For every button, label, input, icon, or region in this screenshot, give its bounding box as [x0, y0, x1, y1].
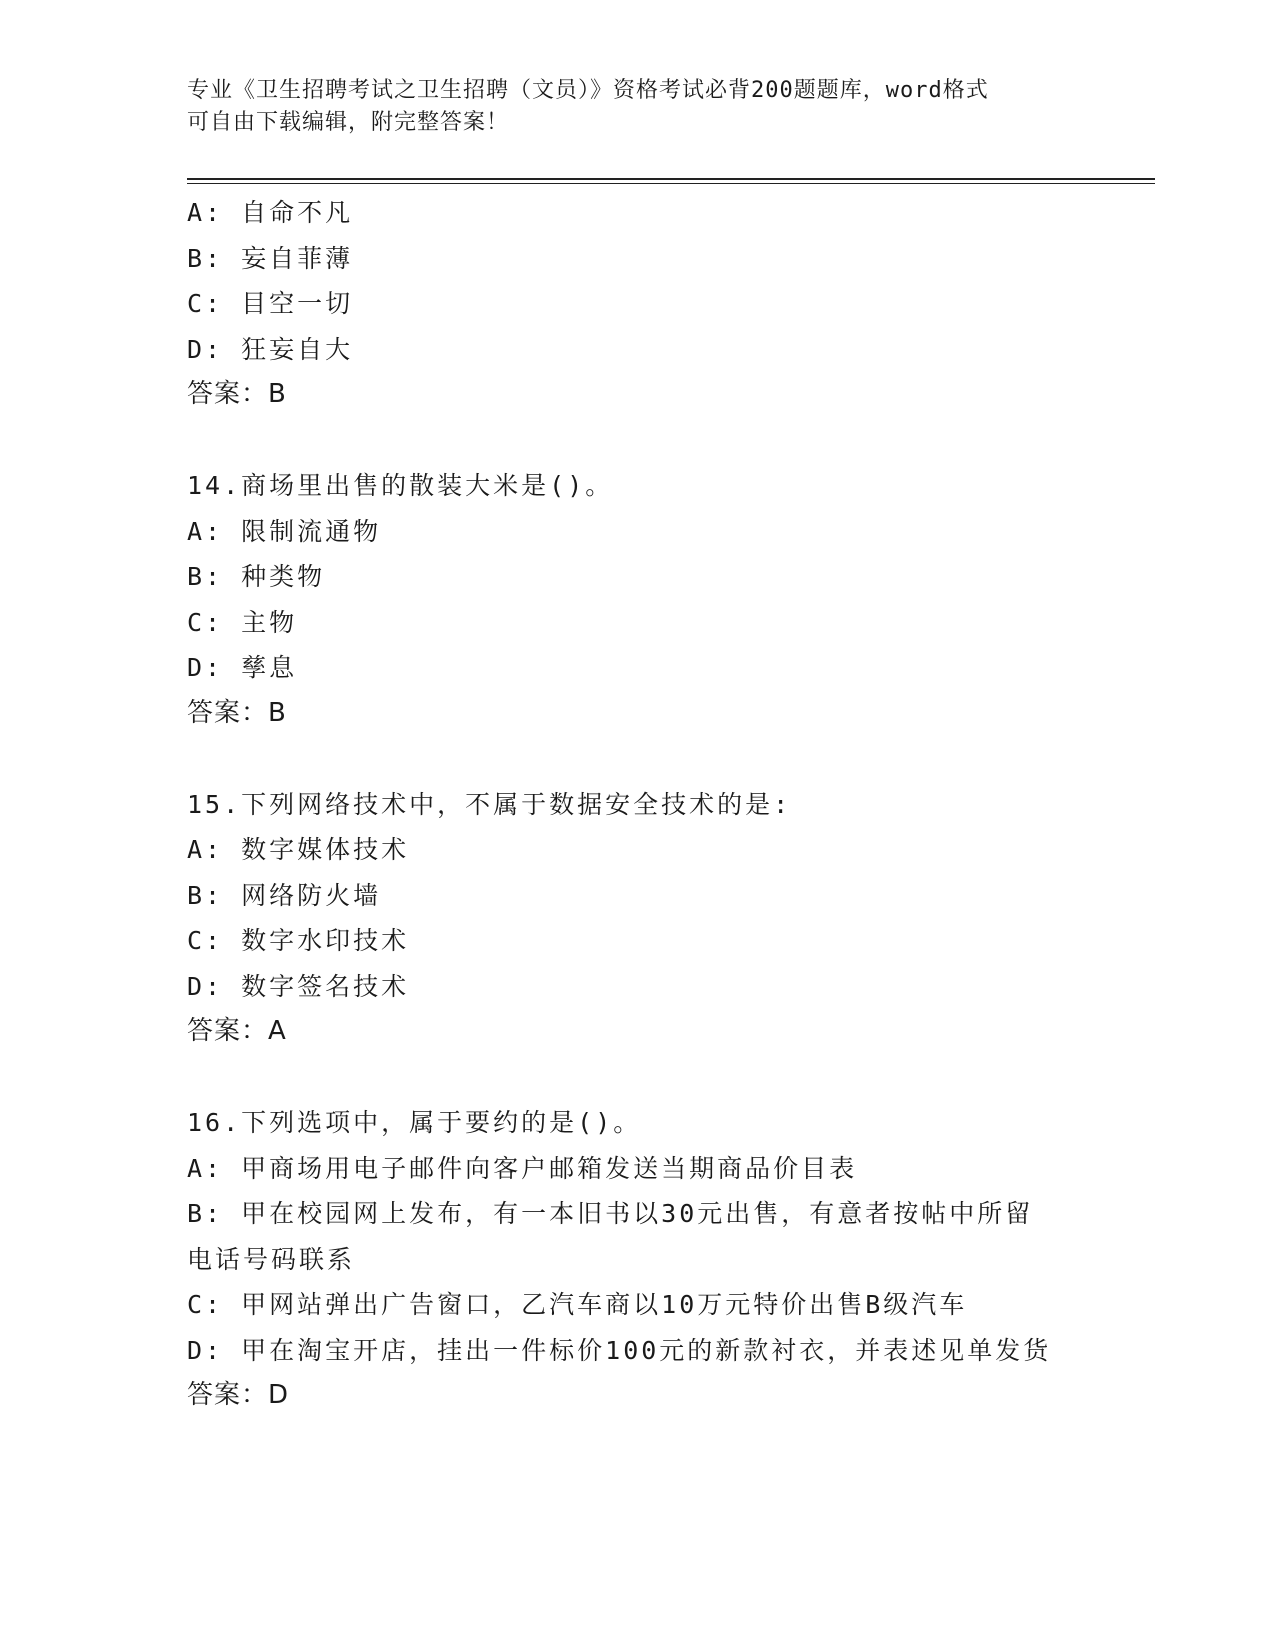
- option-d: D: 甲在淘宝开店，挂出一件标价100元的新款衬衣，并表述见单发货: [187, 1335, 1052, 1365]
- answer-label: 答案：B: [187, 697, 287, 728]
- option-b: B: 妄自菲薄: [187, 243, 354, 273]
- option-a: A: 自命不凡: [187, 198, 354, 227]
- option-d: D: 数字签名技术: [187, 971, 410, 1001]
- header-line-2: 可自由下载编辑，附完整答案！: [187, 110, 510, 135]
- option-a: A: 限制流通物: [187, 516, 382, 546]
- header-line-1: 专业《卫生招聘考试之卫生招聘（文员）》资格考试必背200题题库，word格式: [187, 78, 989, 103]
- document-header: [187, 75, 1087, 139]
- option-a: A: 甲商场用电子邮件向客户邮箱发送当期商品价目表: [187, 1153, 858, 1183]
- option-b: B: 网络防火墙: [187, 880, 382, 910]
- question-list: [187, 190, 1087, 1419]
- option-c: C: 目空一切: [187, 289, 354, 318]
- answer-label: 答案：D: [187, 1380, 290, 1410]
- spacer: [187, 418, 1087, 464]
- question-text: 15.下列网络技术中，不属于数据安全技术的是:: [187, 789, 792, 819]
- question-13-block: [187, 190, 1087, 418]
- answer-label: 答案：A: [187, 1016, 287, 1046]
- spacer: [187, 1055, 1087, 1101]
- option-d: D: 孳息: [187, 653, 298, 682]
- question-text: 16.下列选项中，属于要约的是()。: [187, 1108, 642, 1137]
- option-b-continued: 电话号码联系: [187, 1244, 356, 1274]
- header-divider: [187, 178, 1155, 184]
- option-c: C: 主物: [187, 607, 298, 637]
- option-a: A: 数字媒体技术: [187, 835, 410, 864]
- question-14-block: [187, 463, 1087, 736]
- option-b: B: 甲在校园网上发布，有一本旧书以30元出售，有意者按帖中所留: [187, 1199, 1034, 1228]
- option-c: C: 甲网站弹出广告窗口，乙汽车商以10万元特价出售B级汽车: [187, 1290, 968, 1319]
- option-d: D: 狂妄自大: [187, 334, 354, 364]
- question-text: 14.商场里出售的散装大米是()。: [187, 471, 614, 500]
- question-15-block: [187, 782, 1087, 1055]
- option-b: B: 种类物: [187, 562, 326, 591]
- option-c: C: 数字水印技术: [187, 926, 410, 955]
- spacer: [187, 736, 1087, 782]
- answer-label: 答案：B: [187, 379, 287, 409]
- question-16-block: [187, 1100, 1087, 1419]
